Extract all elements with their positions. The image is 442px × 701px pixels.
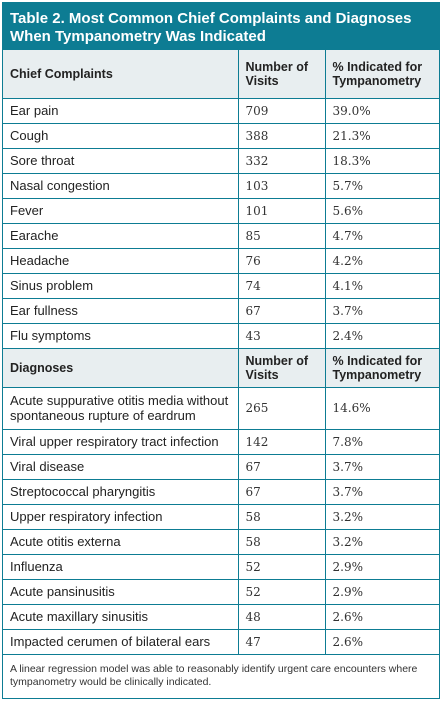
row-visits: 76 [238,248,325,273]
table-row [3,529,439,554]
column-header-visits: Number of Visits [238,50,325,98]
table-frame [2,2,440,699]
row-percent: 5.6% [325,198,439,223]
row-label: Fever [3,198,238,223]
table-title: Table 2. Most Common Chief Complaints and Diagnoses When Tympanometry Was Indicated [3,3,439,50]
table-row [3,323,439,348]
row-visits: 67 [238,454,325,479]
column-header-visits: Number of Visits [238,348,325,387]
row-label: Sinus problem [3,273,238,298]
row-label: Upper respiratory infection [3,504,238,529]
table-row [3,223,439,248]
row-visits: 74 [238,273,325,298]
row-percent: 21.3% [325,123,439,148]
row-label: Acute pansinusitis [3,579,238,604]
row-visits: 58 [238,504,325,529]
table-row [3,479,439,504]
row-visits: 67 [238,479,325,504]
table-row [3,504,439,529]
table-row [3,579,439,604]
table-row [3,198,439,223]
row-label: Acute maxillary sinusitis [3,604,238,629]
row-visits: 47 [238,629,325,654]
table-row [3,98,439,123]
table-row [3,554,439,579]
row-label: Influenza [3,554,238,579]
table-row [3,429,439,454]
table-row [3,387,439,429]
row-percent: 18.3% [325,148,439,173]
row-visits: 709 [238,98,325,123]
row-visits: 52 [238,579,325,604]
row-visits: 103 [238,173,325,198]
row-visits: 43 [238,323,325,348]
row-label: Ear pain [3,98,238,123]
row-visits: 67 [238,298,325,323]
data-table [3,50,439,655]
row-label: Acute otitis externa [3,529,238,554]
table-row [3,298,439,323]
table-row [3,248,439,273]
row-percent: 4.1% [325,273,439,298]
row-percent: 2.9% [325,579,439,604]
column-header-label: Chief Complaints [3,50,238,98]
row-label: Nasal congestion [3,173,238,198]
row-visits: 85 [238,223,325,248]
row-percent: 2.4% [325,323,439,348]
column-header-label: Diagnoses [3,348,238,387]
row-percent: 3.7% [325,454,439,479]
row-percent: 39.0% [325,98,439,123]
row-label: Acute suppurative otitis media without spontaneous rupture of eardrum [3,387,238,429]
row-percent: 3.2% [325,504,439,529]
row-visits: 142 [238,429,325,454]
row-label: Impacted cerumen of bilateral ears [3,629,238,654]
row-visits: 58 [238,529,325,554]
row-label: Streptococcal pharyngitis [3,479,238,504]
row-percent: 3.7% [325,479,439,504]
row-label: Earache [3,223,238,248]
row-visits: 332 [238,148,325,173]
row-percent: 5.7% [325,173,439,198]
row-label: Headache [3,248,238,273]
row-label: Flu symptoms [3,323,238,348]
row-visits: 265 [238,387,325,429]
table-row [3,273,439,298]
table-row [3,604,439,629]
row-percent: 2.6% [325,604,439,629]
table-row [3,454,439,479]
row-visits: 101 [238,198,325,223]
row-percent: 3.7% [325,298,439,323]
row-percent: 4.2% [325,248,439,273]
row-percent: 3.2% [325,529,439,554]
row-label: Ear fullness [3,298,238,323]
table-row [3,148,439,173]
column-header-percent: % Indicated for Tympanometry [325,50,439,98]
row-percent: 14.6% [325,387,439,429]
table-row [3,173,439,198]
table-row [3,629,439,654]
row-label: Cough [3,123,238,148]
row-visits: 48 [238,604,325,629]
diagnoses-header-row [3,348,439,387]
table-footnote: A linear regression model was able to reasonably identify urgent care encounters where tympanometry would be clinically indicated. [10,662,418,688]
row-percent: 7.8% [325,429,439,454]
column-header-percent: % Indicated for Tympanometry [325,348,439,387]
row-label: Sore throat [3,148,238,173]
row-percent: 2.6% [325,629,439,654]
table-row [3,123,439,148]
row-label: Viral disease [3,454,238,479]
complaints-header-row [3,50,439,98]
row-visits: 388 [238,123,325,148]
row-percent: 2.9% [325,554,439,579]
row-visits: 52 [238,554,325,579]
row-label: Viral upper respiratory tract infection [3,429,238,454]
row-percent: 4.7% [325,223,439,248]
